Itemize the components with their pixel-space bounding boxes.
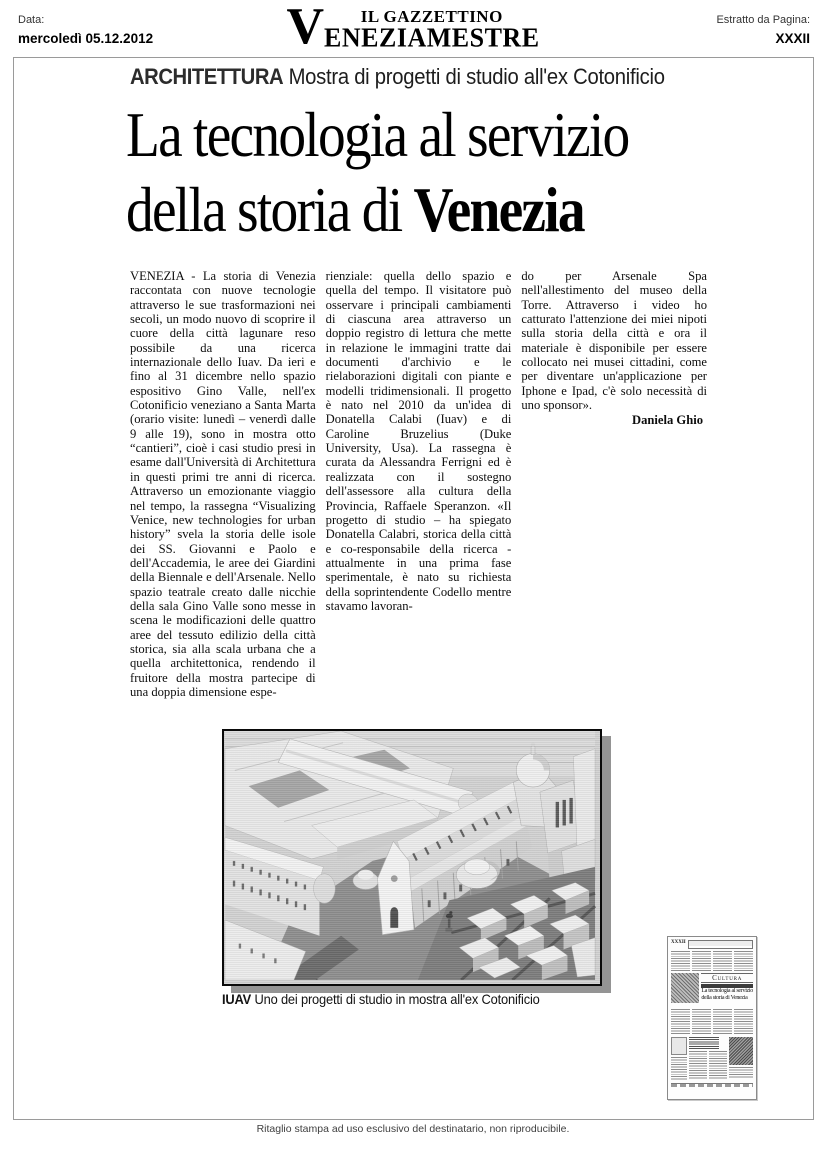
thumb-page-number: XXXII — [671, 940, 686, 945]
thumb-text-block — [709, 1051, 727, 1079]
model-3d-svg — [224, 731, 596, 980]
headline-line1: La tecnologia al servizio — [126, 100, 629, 170]
image-caption — [222, 991, 540, 1007]
article-body — [130, 269, 707, 699]
headline-bold-word: Venezia — [413, 175, 584, 245]
masthead-title: IL GAZZETTINO — [360, 7, 503, 26]
caption-credit: IUAV — [222, 991, 252, 1007]
kicker-subtitle: Mostra di progetti di studio all'ex Cotonificio — [283, 64, 665, 89]
body-column-3 — [521, 269, 707, 699]
thumb-text-block — [692, 951, 711, 971]
thumb-text-block — [734, 951, 753, 971]
thumb-photo-artwork — [729, 1037, 753, 1065]
thumb-text-block — [713, 1009, 732, 1035]
thumb-subarticle-title — [689, 1037, 719, 1049]
thumb-text-block — [729, 1067, 753, 1079]
body-column-3-text: do per Arsenale Spa nell'allestimento del museo della Torre. Attraverso i video ho catturato l'attenzione dei miei nipoti sulla storia della città e ora il materiale è disponibile per essere collocato nei musei cittadini, come per diventare un'applicazione per Iphone e Ipad, c'è solo necessità di uno sponsor». — [521, 269, 708, 413]
headline-line2: della storia di Venezia — [126, 175, 584, 245]
masthead-edition: ENEZIAMESTRE — [324, 22, 540, 53]
thumb-section-cultura: Cultura — [701, 973, 753, 983]
byline: Daniela Ghio — [631, 413, 704, 428]
caption-text: Uno dei progetti di studio in mostra all'ex Cotonificio — [251, 991, 540, 1007]
page-extract-label: Estratto da Pagina: — [716, 14, 810, 26]
thumb-headline-line1: La tecnologia al servizio — [701, 988, 753, 994]
masthead-logo — [286, 0, 540, 55]
article-image-3d-model — [222, 729, 602, 986]
thumb-masthead-bar — [688, 940, 753, 949]
thumb-text-block — [671, 951, 690, 971]
thumb-footer-bar — [671, 1083, 753, 1087]
thumb-text-block — [689, 1051, 707, 1079]
footer-disclaimer: Ritaglio stampa ad uso esclusivo del destinatario, non riproducibile. — [256, 1123, 570, 1135]
date-label: Data: — [18, 14, 45, 26]
page-thumbnail — [667, 936, 757, 1100]
thumb-text-block — [713, 951, 732, 971]
masthead-initial: V — [286, 0, 324, 55]
thumb-box-item — [671, 1037, 687, 1055]
thumb-text-block — [692, 1009, 711, 1035]
thumb-headline-line2: della storia di Venezia — [701, 994, 748, 1001]
thumb-text-block — [671, 1057, 687, 1081]
thumb-text-block — [671, 1009, 690, 1035]
article-headline — [126, 98, 628, 248]
date-value: mercoledì 05.12.2012 — [18, 31, 154, 46]
kicker-section: ARCHITETTURA — [130, 64, 284, 89]
page-extract-value: XXXII — [775, 31, 810, 46]
thumb-text-block — [734, 1009, 753, 1035]
thumb-photo-model — [671, 973, 699, 1003]
body-column-2: rienziale: quella dello spazio e quella del tempo. Il visitatore può osservare i principali cambiamenti di ciascuna area attraverso un doppio registro di lettura che mette in relazione le immagini tratte dai documenti d'archivio e le rielaborazioni digitali con piante e modelli tridimensionali. Il progetto è nato nel 2010 da un'idea di Donatella Calabi (Iuav) e di Caroline Bruzelius (Duke University, Usa). La rassegna è curata da Alessandra Ferrigni ed è realizzata con il sostegno dell'assessore alla cultura della Provincia, Raffaele Speranzon. «Il progetto di studio – ha spiegato Donatella Calabri, storica della città e co-responsabile della ricerca - attualmente in una prima fase sperimentale, è nato su richiesta della soprintendente Codello mentre stavamo lavoran- — [325, 269, 512, 613]
body-column-1: VENEZIA - La storia di Venezia raccontata con nuove tecnologie attraverso le sue trasformazioni nei secoli, un modo nuovo di scoprire il cuore della città lagunare reso possibile da una ricerca internazionale dello Iuav. Da ieri e fino al 31 dicembre nello spazio espositivo Gino Valle, nell'ex Cotonificio veneziano a Santa Marta (orario visite: lunedì – venerdì dalle 9 alle 19), sono in mostra otto “cantieri”, cioè i casi studio presi in esame dall'Università di Architettura in questi primi tre anni di ricerca. Attraverso un emozionante viaggio nel tempo, la rassegna “Visualizing Venice, new technologies for urban history” svela la storia delle isole dei SS. Giovanni e Paolo e dell'Accademia, le aree dei Giardini della Biennale e dell'Arsenale. Nello spazio teatrale creato dalle nicchie della sala Gino Valle sono messe in scena le modificazioni delle quattro aree del tessuto edilizio della città storica, sia alla scala urbana che a quella architettonica, rendendo il fruitore della mostra partecipe di una doppia dimensione espe- — [130, 269, 316, 699]
kicker — [130, 64, 665, 90]
